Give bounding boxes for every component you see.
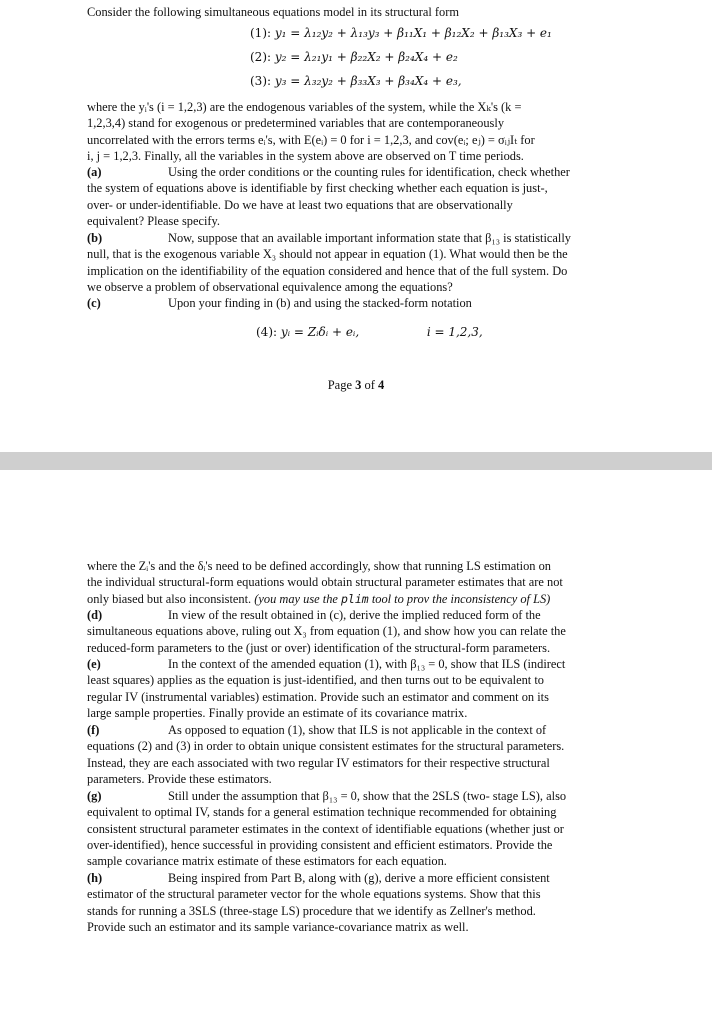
part-g: (g) Still under the assumption that β₁₃ = 0, show that the 2SLS (two- stage LS), also equivalent to optimal IV, stands for a general estimation technique recommended for obtaining consistent structural parameter estimates in the context of identifiable equations (whether just or over-identified), hence successful in providing consistent and efficient estimators. Provide the sample covariance matrix estimate of these estimators for each equation. <box>87 789 567 869</box>
part-f: (f) As opposed to equation (1), show that ILS is not applicable in the context of equations (2) and (3) in order to obtain unique consistent estimates for the structural parameters. Instead, they are each associated with two regular IV estimators for their respective structural parameters. Provide these estimators. <box>87 723 565 786</box>
part-b-label: (b) <box>87 231 103 245</box>
equation-3: (3): y₃ = λ₃₂y₂ + β₃₃X₃ + β₃₄X₄ + e₃, <box>250 74 462 88</box>
continuation-paragraph: where the Zᵢ's and the δᵢ's need to be defined accordingly, show that running LS estimation on the individual structural-form equations would obtain structural parameter estimates that are not only biased but also inconsistent. (you may use the plim tool to prov the inconsistency of LS) <box>87 559 563 606</box>
equation-2: (2): y₂ = λ₂₁y₁ + β₂₂X₂ + β₂₄X₄ + e₂ <box>250 50 458 64</box>
part-h: (h) Being inspired from Part B, along with (g), derive a more efficient consistent estimator of the structural parameter vector for the whole equations systems. Show that this stands for running a 3SLS (three-stage LS) procedure that we identify as Zellner's method. Provide such an estimator and its sample variance-covariance matrix as well. <box>87 871 550 934</box>
part-h-label: (h) <box>87 871 103 885</box>
equation-4: (4): yᵢ = Zᵢδᵢ + eᵢ, i = 1,2,3, <box>256 325 483 339</box>
part-a-label: (a) <box>87 165 102 179</box>
part-b: (b) Now, suppose that an available important information state that β₁₃ is statistically null, that is the exogenous variable X₃ should not appear in equation (1). What would then be the implication on the identifiability of the equation considered and hence that of the full system. Do we observe a problem of observational equivalence among the equations? <box>87 231 571 294</box>
page-number: Page 3 of 4 <box>327 378 385 392</box>
equation-1: (1): y₁ = λ₁₂y₂ + λ₁₃y₃ + β₁₁X₁ + β₁₂X₂ + β₁₃X₃ + e₁ <box>250 26 552 40</box>
part-a: (a) Using the order conditions or the counting rules for identification, check whether the system of equations above is identifiable by first checking whether each equation is just-, over- or under-identifiable. Do we have at least two equations that are observationally equivalent? Please specify. <box>87 165 570 228</box>
page-separator <box>0 452 712 470</box>
where-paragraph: where the yᵢ's (i = 1,2,3) are the endogenous variables of the system, while the Xₖ's (k = 1,2,3,4) stand for exogenous or predetermined variables that are contemporaneously uncorrelated with the errors terms eᵢ's, with E(eᵢ) = 0 for i = 1,2,3, and cov(eᵢ; eⱼ) = σᵢⱼIₜ for i, j = 1,2,3. Finally, all the variables in the system above are observed on T time periods. <box>87 100 535 163</box>
part-d-label: (d) <box>87 608 103 622</box>
part-e-label: (e) <box>87 657 101 671</box>
part-c: (c) Upon your finding in (b) and using the stacked-form notation <box>87 296 472 310</box>
page-4 <box>0 470 712 1024</box>
part-g-label: (g) <box>87 789 102 803</box>
intro-text: Consider the following simultaneous equations model in its structural form <box>87 5 460 19</box>
part-c-label: (c) <box>87 296 101 310</box>
part-d: (d) In view of the result obtained in (c), derive the implied reduced form of the simultaneous equations above, ruling out X₃ from equation (1), and show how you can relate the reduced-form parameters to the (just or over) identification of the structural-form parameters. <box>87 608 566 655</box>
part-e: (e) In the context of the amended equation (1), with β₁₃ = 0, show that ILS (indirect least squares) applies as the equation is just-identified, and then turns out to be equivalent to regular IV (instrumental variables) estimation. Provide such an estimator and comment on its large sample properties. Finally provide an estimate of its covariance matrix. <box>87 657 566 720</box>
page-3 <box>0 0 712 452</box>
part-f-label: (f) <box>87 723 100 737</box>
